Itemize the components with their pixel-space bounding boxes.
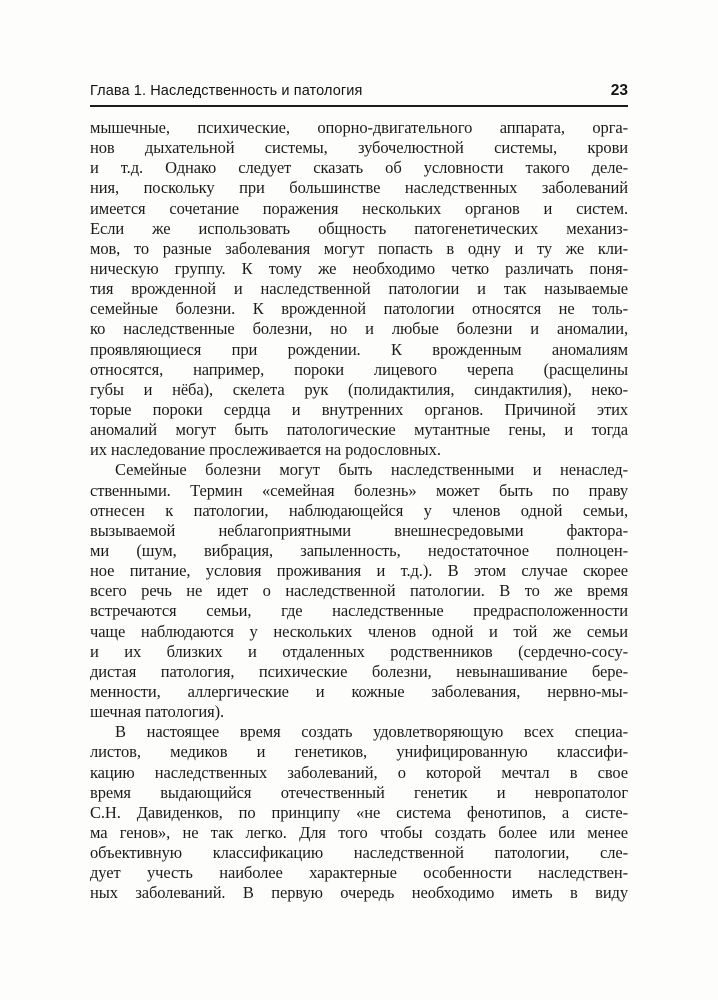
text-line: объективную классификацию наследственной патологии, сле-	[90, 843, 628, 863]
text-line: торые пороки сердца и внутренних органов. Причиной этих	[90, 399, 628, 419]
page-number: 23	[610, 82, 628, 99]
text-line: ных заболеваний. В первую очередь необходимо иметь в виду	[90, 883, 628, 903]
text-line: менности, аллергические и кожные заболевания, нервно-мы-	[90, 681, 628, 701]
text-line: всего речь не идет о наследственной патологии. В то же время	[90, 581, 628, 601]
paragraph	[90, 722, 628, 903]
text-line: и т.д. Однако следует сказать об условности такого деле-	[90, 158, 628, 178]
text-line: вызываемой неблагоприятными внешнесредовыми фактора-	[90, 520, 628, 540]
text-line: относятся, например, пороки лицевого черепа (расщелины	[90, 359, 628, 379]
running-header	[90, 82, 628, 107]
text-line: губы и нёба), скелета рук (полидактилия, синдактилия), неко-	[90, 379, 628, 399]
text-line: В настоящее время создать удовлетворяющую всех специа-	[115, 722, 628, 742]
paragraph	[90, 460, 628, 722]
text-line: кацию наследственных заболеваний, о которой мечтал в свое	[90, 762, 628, 782]
text-line: С.Н. Давиденков, по принципу «не система фенотипов, а систе-	[90, 802, 628, 822]
text-line: имеется сочетание поражения нескольких органов и систем.	[90, 198, 628, 218]
body-text	[90, 118, 628, 903]
text-line: проявляющиеся при рождении. К врожденным аномалиям	[90, 339, 628, 359]
text-line: их наследование прослеживается на родословных.	[90, 440, 441, 460]
text-line: отнесен к патологии, наблюдающейся у членов одной семьи,	[90, 500, 628, 520]
text-line: семейные болезни. К врожденной патологии относятся не толь-	[90, 299, 628, 319]
text-line: мов, то разные заболевания могут попасть в одну и ту же кли-	[90, 238, 628, 258]
text-line: дует учесть наиболее характерные особенности наследствен-	[90, 863, 628, 883]
text-line: ми (шум, вибрация, запыленность, недостаточное полноцен-	[90, 540, 628, 560]
text-line: и их близких и отдаленных родственников (сердечно-сосу-	[90, 641, 628, 661]
text-line: аномалий могут быть патологические мутантные гены, и тогда	[90, 420, 628, 440]
text-line: Семейные болезни могут быть наследственными и ненаслед-	[115, 460, 628, 480]
text-line: время выдающийся отечественный генетик и невропатолог	[90, 782, 628, 802]
text-line: ко наследственные болезни, но и любые болезни и аномалии,	[90, 319, 628, 339]
paragraph	[90, 118, 628, 460]
text-line: дистая патология, психические болезни, невынашивание бере-	[90, 661, 628, 681]
text-line: ния, поскольку при большинстве наследственных заболеваний	[90, 178, 628, 198]
chapter-title: Глава 1. Наследственность и патология	[90, 83, 363, 99]
text-line: ма генов», не так легко. Для того чтобы создать более или менее	[90, 822, 628, 842]
text-line: ное питание, условия проживания и т.д.). В этом случае скорее	[90, 561, 628, 581]
text-line: Если же использовать общность патогенетических механиз-	[90, 218, 628, 238]
text-line: чаще наблюдаются у нескольких членов одной и той же семьи	[90, 621, 628, 641]
text-line: шечная патология).	[90, 702, 225, 722]
text-line: ническую группу. К тому же необходимо четко различать поня-	[90, 258, 628, 278]
text-line: нов дыхательной системы, зубочелюстной системы, крови	[90, 138, 628, 158]
text-line: ственными. Термин «семейная болезнь» может быть по праву	[90, 480, 628, 500]
text-line: мышечные, психические, опорно-двигательного аппарата, орга-	[90, 118, 628, 137]
text-line: листов, медиков и генетиков, унифицированную классифи-	[90, 742, 628, 762]
text-line: встречаются семьи, где наследственные предрасположенности	[90, 601, 628, 621]
text-line: тия врожденной и наследственной патологии и так называемые	[90, 279, 628, 299]
